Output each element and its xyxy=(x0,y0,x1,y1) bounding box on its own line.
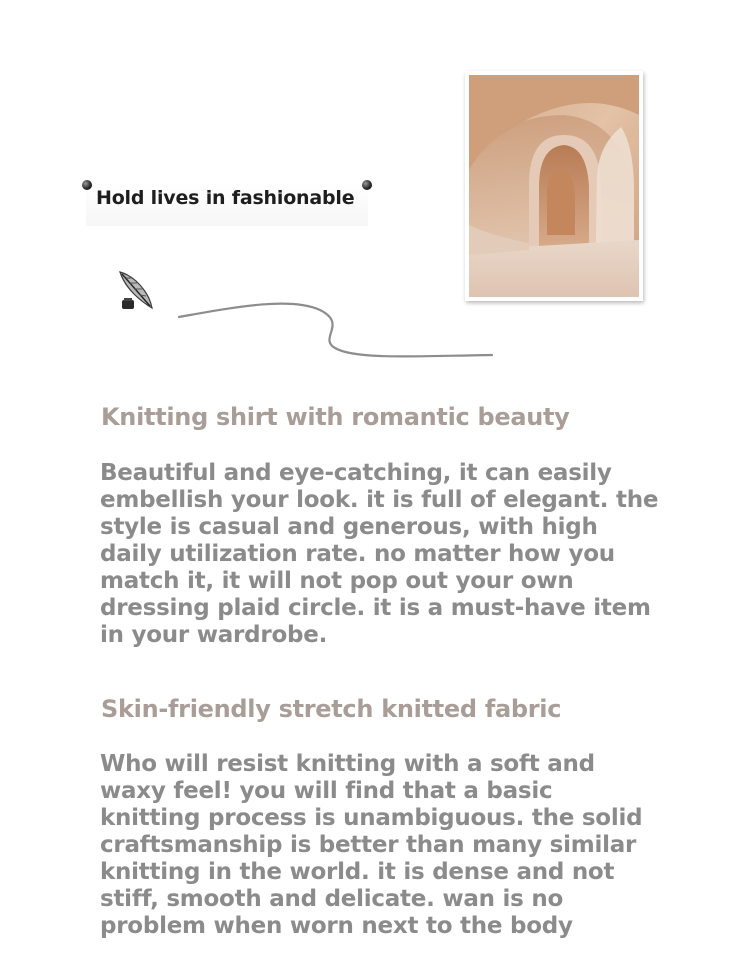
archway-image xyxy=(469,75,639,297)
tagline-note xyxy=(82,178,374,230)
section-heading: Skin-friendly stretch knitted fabric xyxy=(101,695,562,723)
section-heading: Knitting shirt with romantic beauty xyxy=(101,403,570,431)
quill-pen-icon xyxy=(112,268,158,316)
decorative-curve xyxy=(170,290,500,365)
section-body: Beautiful and eye-catching, it can easily embellish your look. it is full of elegant. the style is casual and generous, with high daily utilization rate. no matter how you match it, it will not pop out your own dressing plaid circle. it is a must-have item in your wardrobe. xyxy=(100,460,659,648)
tagline-text: Hold lives in fashionable xyxy=(96,187,355,209)
section-body: Who will resist knitting with a soft and waxy feel! you will find that a basic knitting process is unambiguous. the solid craftsmanship is better than many similar knitting in the world. it is dense and not stiff, smooth and delicate. wan is no problem when worn next to the body xyxy=(100,751,643,939)
archway-photo xyxy=(465,71,643,301)
pushpin-icon xyxy=(82,180,92,190)
pushpin-icon xyxy=(362,180,372,190)
